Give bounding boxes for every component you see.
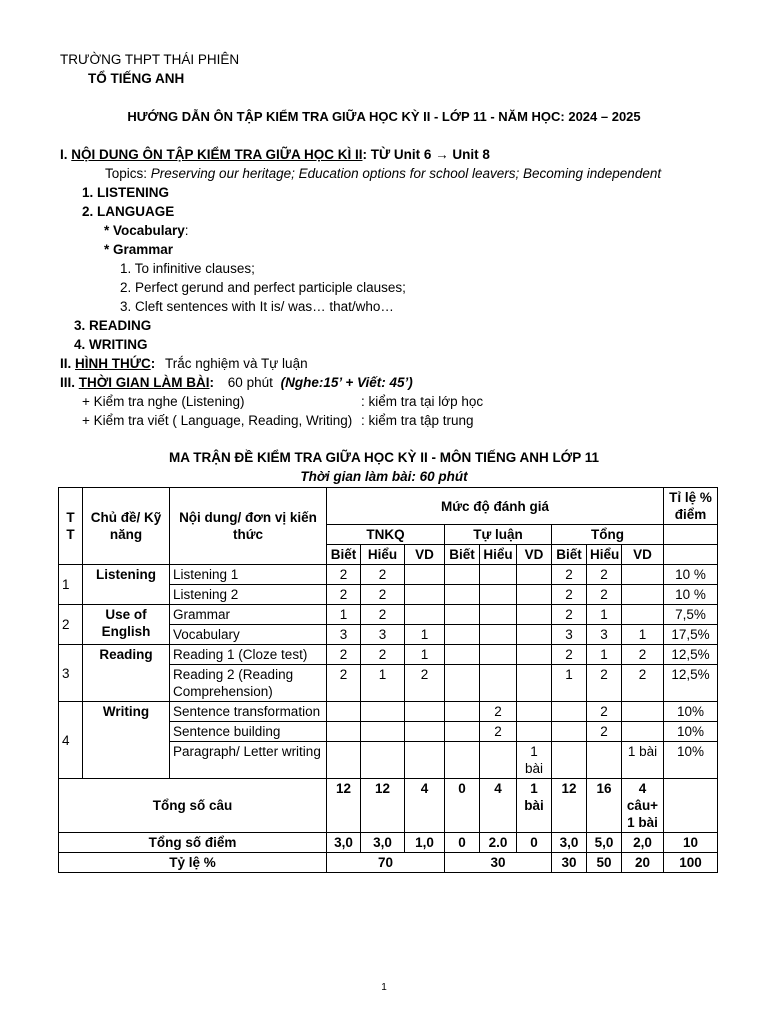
section2-prefix: II. (60, 356, 76, 371)
table-row (59, 605, 718, 625)
cell-value: 1 (587, 605, 622, 625)
cell-value (517, 625, 552, 645)
cell-value (480, 665, 517, 702)
header-biet: Biết (327, 545, 361, 565)
cell-value (361, 722, 405, 742)
header-hieu: Hiểu (480, 545, 517, 565)
cell-topic: Reading (83, 645, 170, 702)
item-reading: 3. READING (74, 318, 152, 333)
cell-value: 1 (622, 625, 664, 645)
total-questions-value: 4 câu+ 1 bài (622, 779, 664, 833)
cell-content: Grammar (170, 605, 327, 625)
total-points-ratio: 10 (664, 833, 718, 853)
cell-content: Vocabulary (170, 625, 327, 645)
cell-ratio: 10% (664, 742, 718, 779)
section2-value: Trắc nghiệm và Tự luận (164, 356, 308, 371)
cell-content: Reading 2 (Reading Comprehension) (170, 665, 327, 702)
cell-value (405, 742, 445, 779)
cell-value (517, 702, 552, 722)
grammar-label: * Grammar (104, 242, 174, 257)
cell-content: Listening 2 (170, 585, 327, 605)
writing-test: + Kiểm tra viết ( Language, Reading, Writing) (82, 413, 353, 428)
cell-value (517, 645, 552, 665)
cell-value: 3 (361, 625, 405, 645)
total-questions-row (59, 779, 718, 833)
total-questions-value: 16 (587, 779, 622, 833)
listening-test: + Kiểm tra nghe (Listening) (82, 394, 245, 409)
vocabulary-colon: : (184, 223, 189, 238)
cell-value (552, 702, 587, 722)
cell-value (327, 722, 361, 742)
cell-value (552, 742, 587, 779)
document-title: HƯỚNG DẪN ÔN TẬP KIỂM TRA GIỮA HỌC KỲ II - LỚP 11 - NĂM HỌC: 2024 – 2025 (127, 109, 641, 124)
percent-ratio: 100 (664, 853, 718, 873)
section1-range: : TỪ Unit 6 → Unit 8 (362, 147, 490, 162)
cell-value (445, 585, 480, 605)
cell-value (622, 585, 664, 605)
item-writing: 4. WRITING (74, 337, 148, 352)
cell-value (405, 565, 445, 585)
cell-value (480, 742, 517, 779)
cell-value (361, 702, 405, 722)
cell-ratio: 7,5% (664, 605, 718, 625)
total-points-value: 5,0 (587, 833, 622, 853)
cell-ratio: 12,5% (664, 645, 718, 665)
cell-value: 2 (622, 645, 664, 665)
header-hieu: Hiểu (361, 545, 405, 565)
total-questions-value: 12 (361, 779, 405, 833)
grammar-item: 1. To infinitive clauses; (120, 261, 255, 276)
cell-value (480, 645, 517, 665)
header-tuluan: Tự luận (445, 525, 552, 545)
section2-title: HÌNH THỨC (75, 356, 151, 371)
cell-value: 2 (587, 565, 622, 585)
section3-title: THỜI GIAN LÀM BÀI (78, 375, 210, 390)
cell-value (517, 585, 552, 605)
page-number: 1 (381, 982, 387, 993)
cell-value (622, 702, 664, 722)
cell-value (445, 605, 480, 625)
total-questions-ratio (664, 779, 718, 833)
cell-value: 2 (587, 702, 622, 722)
cell-value (445, 645, 480, 665)
total-questions-value: 0 (445, 779, 480, 833)
vocabulary-label: * Vocabulary (104, 223, 185, 238)
matrix-title: MA TRẬN ĐỀ KIỂM TRA GIỮA HỌC KỲ II - MÔN TIẾNG ANH LỚP 11 (169, 450, 599, 465)
cell-value: 3 (552, 625, 587, 645)
header-vd: VD (622, 545, 664, 565)
section3-detail: (Nghe:15’ + Viết: 45’) (280, 375, 413, 390)
department-name: TỔ TIẾNG ANH (88, 71, 185, 86)
cell-value: 3 (327, 625, 361, 645)
cell-tt: 3 (59, 645, 83, 702)
section2-colon: : (150, 356, 156, 371)
cell-value: 2 (552, 585, 587, 605)
cell-value: 2 (327, 585, 361, 605)
total-points-value: 3,0 (552, 833, 587, 853)
total-points-value: 1,0 (405, 833, 445, 853)
cell-value: 2 (587, 665, 622, 702)
header-content: Nội dung/ đơn vị kiến thức (170, 488, 327, 565)
cell-value: 2 (480, 702, 517, 722)
header-vd: VD (517, 545, 552, 565)
assessment-matrix-table (58, 487, 718, 873)
cell-value (445, 625, 480, 645)
percent-tuluan: 30 (445, 853, 552, 873)
total-points-row (59, 833, 718, 853)
school-name: TRƯỜNG THPT THÁI PHIÊN (60, 52, 240, 67)
cell-value (445, 702, 480, 722)
cell-value (405, 585, 445, 605)
cell-content: Listening 1 (170, 565, 327, 585)
cell-value (445, 665, 480, 702)
cell-topic: Listening (83, 565, 170, 605)
cell-content: Reading 1 (Cloze test) (170, 645, 327, 665)
cell-value: 2 (361, 565, 405, 585)
cell-ratio: 12,5% (664, 665, 718, 702)
cell-value (405, 702, 445, 722)
cell-value: 2 (361, 645, 405, 665)
cell-value (327, 702, 361, 722)
writing-test-place: : kiểm tra tập trung (361, 413, 474, 428)
cell-value (480, 625, 517, 645)
cell-value (445, 742, 480, 779)
total-questions-label: Tổng số câu (59, 779, 327, 833)
header-level: Mức độ đánh giá (327, 488, 664, 525)
cell-value (405, 722, 445, 742)
total-points-label: Tổng số điểm (59, 833, 327, 853)
header-topic: Chủ đề/ Kỹ năng (83, 488, 170, 565)
section3-value: 60 phút (227, 375, 273, 390)
cell-value: 2 (327, 565, 361, 585)
total-questions-value: 4 (480, 779, 517, 833)
cell-value: 3 (587, 625, 622, 645)
cell-value (361, 742, 405, 779)
section1-prefix: I. (60, 147, 72, 162)
cell-value: 1 (587, 645, 622, 665)
section3-prefix: III. (60, 375, 79, 390)
cell-value (480, 585, 517, 605)
grammar-item: 2. Perfect gerund and perfect participle clauses; (120, 280, 406, 295)
cell-value (517, 665, 552, 702)
percent-row (59, 853, 718, 873)
section2-line (60, 356, 308, 371)
item-language: 2. LANGUAGE (82, 204, 175, 219)
cell-ratio: 10 % (664, 565, 718, 585)
cell-value (445, 722, 480, 742)
cell-value (517, 605, 552, 625)
listening-test-place: : kiểm tra tại lớp học (361, 394, 484, 409)
cell-value: 2 (552, 645, 587, 665)
cell-value: 1 (361, 665, 405, 702)
cell-value (622, 565, 664, 585)
percent-vd: 20 (622, 853, 664, 873)
total-points-value: 3,0 (327, 833, 361, 853)
cell-value: 2 (361, 605, 405, 625)
cell-value: 1 (327, 605, 361, 625)
percent-label: Tỷ lệ % (59, 853, 327, 873)
cell-value (622, 605, 664, 625)
topics-label: Topics: (105, 166, 151, 181)
cell-value: 2 (480, 722, 517, 742)
cell-value (552, 722, 587, 742)
cell-value: 2 (552, 565, 587, 585)
section3-line (60, 375, 413, 390)
total-points-value: 2.0 (480, 833, 517, 853)
percent-hieu: 50 (587, 853, 622, 873)
cell-content: Sentence transformation (170, 702, 327, 722)
cell-value (480, 605, 517, 625)
cell-content: Paragraph/ Letter writing (170, 742, 327, 779)
vocabulary-line (104, 223, 189, 238)
total-questions-value: 12 (327, 779, 361, 833)
cell-value (327, 742, 361, 779)
cell-value: 2 (327, 665, 361, 702)
cell-value: 2 (552, 605, 587, 625)
section3-colon: : (209, 375, 215, 390)
matrix-subtitle: Thời gian làm bài: 60 phút (300, 469, 468, 484)
cell-ratio: 10% (664, 722, 718, 742)
cell-value (445, 565, 480, 585)
cell-value: 1 bài (622, 742, 664, 779)
header-vd: VD (405, 545, 445, 565)
cell-value: 2 (405, 665, 445, 702)
cell-ratio: 10% (664, 702, 718, 722)
cell-value: 2 (587, 585, 622, 605)
cell-topic: Writing (83, 702, 170, 779)
cell-ratio: 17,5% (664, 625, 718, 645)
table-row (59, 645, 718, 665)
item-listening: 1. LISTENING (82, 185, 170, 200)
header-biet: Biết (552, 545, 587, 565)
header-tt: T T (59, 488, 83, 565)
cell-value: 2 (361, 585, 405, 605)
cell-tt: 4 (59, 702, 83, 779)
cell-value: 2 (587, 722, 622, 742)
total-questions-value: 4 (405, 779, 445, 833)
cell-value (622, 722, 664, 742)
cell-topic: Use of English (83, 605, 170, 645)
total-points-value: 0 (445, 833, 480, 853)
cell-value: 2 (622, 665, 664, 702)
total-points-value: 2,0 (622, 833, 664, 853)
topics-line (105, 166, 661, 181)
header-tnkq: TNKQ (327, 525, 445, 545)
cell-tt: 2 (59, 605, 83, 645)
cell-value (517, 565, 552, 585)
table-row (59, 702, 718, 722)
total-points-value: 0 (517, 833, 552, 853)
cell-value (587, 742, 622, 779)
percent-tnkq: 70 (327, 853, 445, 873)
total-points-value: 3,0 (361, 833, 405, 853)
cell-value: 1 (405, 625, 445, 645)
percent-biet: 30 (552, 853, 587, 873)
grammar-item: 3. Cleft sentences with It is/ was… that/who… (120, 299, 394, 314)
total-questions-value: 12 (552, 779, 587, 833)
cell-value: 1 (552, 665, 587, 702)
header-ratio-blank (664, 545, 718, 565)
cell-value (480, 565, 517, 585)
topics-value: Preserving our heritage; Education options for school leavers; Becoming independent (150, 166, 662, 181)
header-ratio: Tỉ lệ % điểm (664, 488, 718, 525)
header-biet: Biết (445, 545, 480, 565)
section1-title: NỘI DUNG ÔN TẬP KIỂM TRA GIỮA HỌC KÌ II (71, 147, 363, 162)
header-hieu: Hiểu (587, 545, 622, 565)
cell-content: Sentence building (170, 722, 327, 742)
header-tong: Tổng (552, 525, 664, 545)
total-questions-value: 1 bài (517, 779, 552, 833)
cell-ratio: 10 % (664, 585, 718, 605)
cell-value: 1 (405, 645, 445, 665)
cell-value (517, 722, 552, 742)
cell-value: 2 (327, 645, 361, 665)
table-row (59, 565, 718, 585)
header-ratio-blank (664, 525, 718, 545)
cell-value: 1 bài (517, 742, 552, 779)
section1-heading (60, 147, 490, 162)
cell-tt: 1 (59, 565, 83, 605)
cell-value (405, 605, 445, 625)
